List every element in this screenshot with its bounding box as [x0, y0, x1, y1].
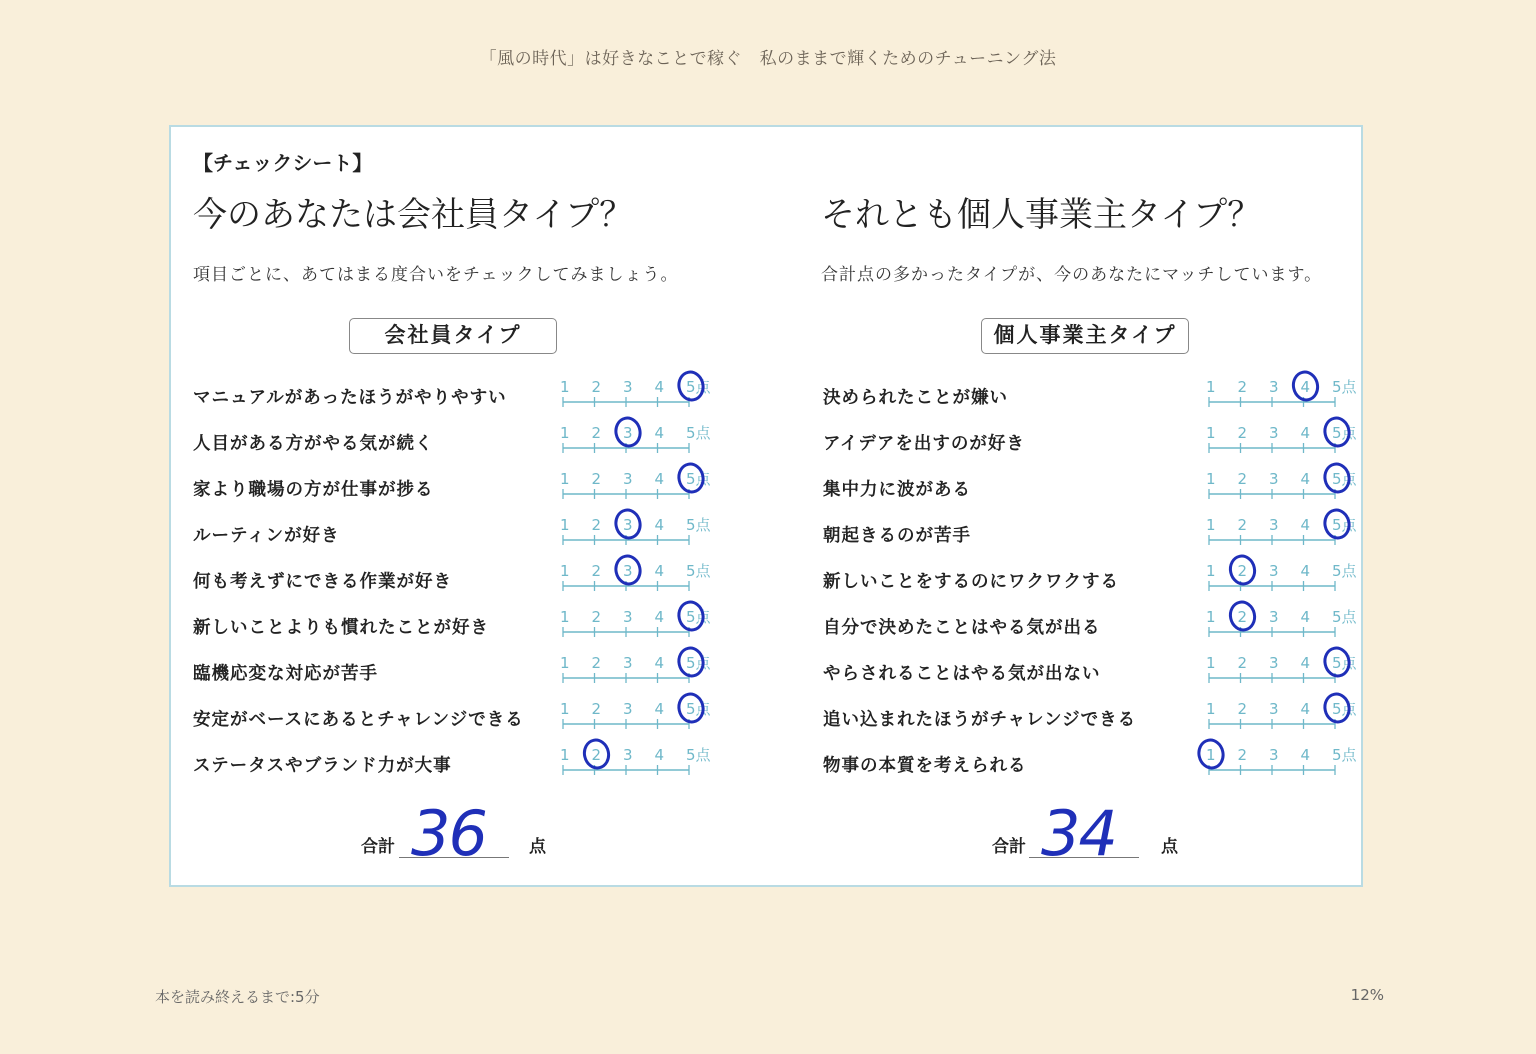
employee-item-row — [193, 602, 753, 648]
rating-scale[interactable] — [559, 742, 719, 782]
employee-item-row — [193, 510, 753, 556]
employee-total-value: 36 — [411, 797, 486, 870]
scale-label: 5点 — [1332, 562, 1357, 580]
scale-label: 2 — [591, 562, 602, 580]
employee-item-row — [193, 648, 753, 694]
scale-label: 3 — [1269, 562, 1279, 580]
scale-label: 4 — [654, 608, 665, 626]
scale-label: 5点 — [686, 746, 711, 764]
scale-label: 5点 — [686, 608, 711, 626]
scale-label: 5点 — [1332, 746, 1357, 764]
scale-label: 5点 — [1332, 608, 1357, 626]
scale-label: 5点 — [1332, 378, 1357, 396]
scale-label: 4 — [1300, 378, 1311, 396]
heading-right: それとも個人事業主タイプ？ — [821, 195, 1262, 235]
scale-label: 3 — [623, 562, 633, 580]
scale-label: 2 — [591, 516, 602, 534]
scale-label: 2 — [1237, 470, 1248, 488]
item-text: 追い込まれたほうがチャレンジできる — [823, 710, 1137, 730]
scale-label: 3 — [1269, 378, 1279, 396]
scale-label: 1 — [560, 608, 570, 626]
item-text: 物事の本質を考えられる — [823, 756, 1027, 776]
item-text: マニュアルがあったほうがやりやすい — [193, 388, 507, 408]
scale-label: 3 — [623, 516, 633, 534]
item-text: 安定がベースにあるとチャレンジできる — [193, 710, 524, 730]
scale-label: 4 — [1300, 516, 1311, 534]
item-text: 朝起きるのが苦手 — [823, 526, 971, 546]
scale-label: 1 — [560, 516, 570, 534]
scale-label: 3 — [1269, 700, 1279, 718]
freelancer-item-row — [823, 694, 1383, 740]
scale-label: 4 — [654, 378, 665, 396]
scale-label: 5点 — [1332, 424, 1357, 442]
rating-scale-svg — [1205, 420, 1365, 460]
item-text: 自分で決めたことはやる気が出る — [823, 618, 1101, 638]
rating-scale-svg — [559, 650, 719, 690]
scale-label: 2 — [1237, 746, 1248, 764]
scale-label: 1 — [560, 562, 570, 580]
scale-label: 2 — [591, 608, 602, 626]
rating-scale-svg — [559, 420, 719, 460]
scale-label: 2 — [591, 700, 602, 718]
scale-label: 3 — [623, 608, 633, 626]
rating-scale[interactable] — [1205, 604, 1365, 644]
rating-scale[interactable] — [1205, 512, 1365, 552]
scale-label: 4 — [654, 746, 665, 764]
book-title: 「風の時代」は好きなことで稼ぐ 私のままで輝くためのチューニング法 — [479, 49, 1057, 69]
rating-scale-svg — [559, 558, 719, 598]
scale-label: 4 — [654, 562, 665, 580]
rating-scale[interactable] — [559, 374, 719, 414]
scale-label: 4 — [654, 516, 665, 534]
item-text: 新しいことをするのにワクワクする — [823, 572, 1119, 592]
scale-label: 1 — [1206, 700, 1216, 718]
scale-label: 1 — [1206, 424, 1216, 442]
freelancer-item-row — [823, 602, 1383, 648]
freelancer-type-title: 個人事業主タイプ — [981, 318, 1189, 354]
scale-label: 2 — [1237, 608, 1248, 626]
freelancer-item-row — [823, 556, 1383, 602]
scale-label: 3 — [623, 700, 633, 718]
scale-label: 2 — [1237, 654, 1248, 672]
employee-item-row — [193, 556, 753, 602]
employee-total-label: 合計 — [361, 837, 395, 857]
instruction-text: 項目ごとに、あてはまる度合いをチェックしてみましょう。 — [193, 265, 679, 285]
scale-label: 5点 — [686, 470, 711, 488]
scale-label: 3 — [623, 654, 633, 672]
rating-scale[interactable] — [559, 696, 719, 736]
scale-label: 1 — [560, 654, 570, 672]
item-text: 新しいことよりも慣れたことが好き — [193, 618, 489, 638]
rating-scale[interactable] — [559, 512, 719, 552]
freelancer-total-value: 34 — [1041, 797, 1116, 870]
freelancer-item-row — [823, 418, 1383, 464]
item-text: アイデアを出すのが好き — [823, 434, 1025, 454]
rating-scale-svg — [1205, 604, 1365, 644]
item-text: 家より職場の方が仕事が捗る — [193, 480, 434, 500]
item-text: 何も考えずにできる作業が好き — [193, 572, 452, 592]
scale-label: 3 — [623, 424, 633, 442]
rating-scale-svg — [559, 466, 719, 506]
freelancer-item-row — [823, 648, 1383, 694]
scale-label: 5点 — [686, 654, 711, 672]
scale-label: 4 — [1300, 424, 1311, 442]
rating-scale-svg — [1205, 742, 1365, 782]
scale-label: 2 — [591, 378, 602, 396]
employee-type-title: 会社員タイプ — [349, 318, 557, 354]
scale-label: 5点 — [686, 424, 711, 442]
scale-label: 4 — [654, 700, 665, 718]
scale-label: 2 — [591, 424, 602, 442]
scale-label: 3 — [1269, 654, 1279, 672]
employee-item-row — [193, 464, 753, 510]
scale-label: 4 — [1300, 746, 1311, 764]
item-text: 集中力に波がある — [823, 480, 971, 500]
scale-label: 2 — [1237, 516, 1248, 534]
scale-label: 3 — [623, 378, 633, 396]
freelancer-item-row — [823, 372, 1383, 418]
rating-scale-svg — [559, 604, 719, 644]
scale-label: 5点 — [1332, 470, 1357, 488]
scale-label: 2 — [1237, 562, 1248, 580]
scale-label: 1 — [560, 700, 570, 718]
item-text: ステータスやブランド力が大事 — [193, 756, 452, 776]
item-text: ルーティンが好き — [193, 526, 340, 546]
scale-label: 1 — [1206, 746, 1216, 764]
scale-label: 4 — [654, 424, 665, 442]
result-note-text: 合計点の多かったタイプが、今のあなたにマッチしています。 — [821, 265, 1323, 285]
scale-label: 2 — [591, 746, 602, 764]
scale-label: 1 — [560, 470, 570, 488]
scale-label: 3 — [1269, 424, 1279, 442]
employee-item-row — [193, 418, 753, 464]
scale-label: 4 — [1300, 700, 1311, 718]
employee-item-row — [193, 372, 753, 418]
employee-total-unit: 点 — [529, 837, 546, 857]
scale-label: 3 — [623, 746, 633, 764]
rating-scale-svg — [559, 512, 719, 552]
scale-label: 1 — [560, 378, 570, 396]
scale-label: 2 — [591, 654, 602, 672]
rating-scale[interactable] — [1205, 374, 1365, 414]
freelancer-item-row — [823, 740, 1383, 786]
scale-label: 4 — [1300, 562, 1311, 580]
rating-scale-svg — [1205, 650, 1365, 690]
scale-label: 1 — [1206, 516, 1216, 534]
rating-scale[interactable] — [1205, 696, 1365, 736]
scale-label: 1 — [1206, 470, 1216, 488]
scale-label: 5点 — [686, 562, 711, 580]
scale-label: 1 — [1206, 378, 1216, 396]
rating-scale[interactable] — [559, 558, 719, 598]
reading-time-remaining: 本を読み終えるまで:5分 — [155, 988, 320, 1006]
scale-label: 1 — [1206, 562, 1216, 580]
scale-label: 4 — [654, 654, 665, 672]
scale-label: 2 — [1237, 700, 1248, 718]
scale-label: 2 — [1237, 424, 1248, 442]
heading-left: 今のあなたは会社員タイプ？ — [193, 195, 634, 235]
rating-scale-svg — [1205, 466, 1365, 506]
item-text: 人目がある方がやる気が続く — [193, 434, 434, 454]
freelancer-item-row — [823, 464, 1383, 510]
scale-label: 3 — [1269, 516, 1279, 534]
employee-item-row — [193, 740, 753, 786]
scale-label: 1 — [560, 746, 570, 764]
rating-scale-svg — [1205, 512, 1365, 552]
scale-label: 5点 — [686, 516, 711, 534]
rating-scale-svg — [559, 374, 719, 414]
scale-label: 1 — [1206, 654, 1216, 672]
reading-progress: 12% — [1350, 986, 1384, 1004]
rating-scale-svg — [1205, 558, 1365, 598]
rating-scale[interactable] — [1205, 466, 1365, 506]
rating-scale[interactable] — [559, 420, 719, 460]
scale-label: 2 — [591, 470, 602, 488]
scale-label: 4 — [654, 470, 665, 488]
rating-scale-svg — [1205, 696, 1365, 736]
item-text: 決められたことが嫌い — [823, 388, 1008, 408]
item-text: 臨機応変な対応が苦手 — [193, 664, 378, 684]
scale-label: 4 — [1300, 654, 1311, 672]
rating-scale[interactable] — [559, 650, 719, 690]
scale-label: 5点 — [686, 700, 711, 718]
rating-scale[interactable] — [1205, 742, 1365, 782]
freelancer-total-unit: 点 — [1161, 837, 1178, 857]
scale-label: 4 — [1300, 608, 1311, 626]
rating-scale[interactable] — [1205, 420, 1365, 460]
rating-scale-svg — [559, 696, 719, 736]
item-text: やらされることはやる気が出ない — [823, 664, 1101, 684]
sheet-label: 【チェックシート】 — [193, 151, 373, 175]
rating-scale[interactable] — [559, 604, 719, 644]
scale-label: 5点 — [686, 378, 711, 396]
scale-label: 5点 — [1332, 516, 1357, 534]
scale-label: 4 — [1300, 470, 1311, 488]
scale-label: 1 — [1206, 608, 1216, 626]
scale-label: 3 — [1269, 746, 1279, 764]
scale-label: 1 — [560, 424, 570, 442]
freelancer-total-label: 合計 — [992, 837, 1026, 857]
rating-scale-svg — [559, 742, 719, 782]
scale-label: 5点 — [1332, 700, 1357, 718]
scale-label: 3 — [623, 470, 633, 488]
employee-item-row — [193, 694, 753, 740]
freelancer-item-row — [823, 510, 1383, 556]
scale-label: 3 — [1269, 608, 1279, 626]
scale-label: 2 — [1237, 378, 1248, 396]
check-sheet-page — [169, 125, 1363, 887]
scale-label: 3 — [1269, 470, 1279, 488]
scale-label: 5点 — [1332, 654, 1357, 672]
rating-scale[interactable] — [559, 466, 719, 506]
rating-scale[interactable] — [1205, 650, 1365, 690]
rating-scale[interactable] — [1205, 558, 1365, 598]
rating-scale-svg — [1205, 374, 1365, 414]
